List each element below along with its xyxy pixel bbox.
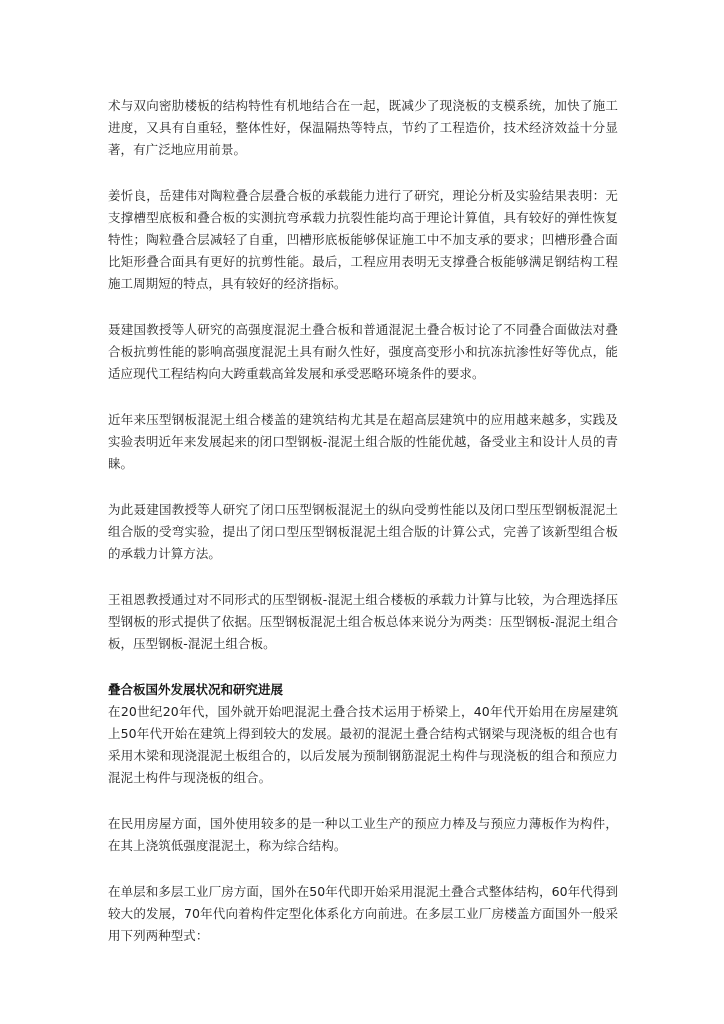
paragraph-closed-profile-deck-study: 为此聂建国教授等人研究了闭口压型钢板混泥土的纵向受剪性能以及闭口型压型钢板混泥土组合版的受弯实验，提出了闭口型压型钢板混泥土组合版的计算公式，完善了该新型组合板的承载力计算方法。 <box>108 502 618 561</box>
paragraph-high-strength-concrete-study: 聂建国教授等人研究的高强度混泥土叠合板和普通混泥土叠合板讨论了不同叠合面做法对叠合板抗剪性能的影响高强度混泥土具有耐久性好，强度高变形小和抗冻抗渗性好等优点，能适应现代工程结构向大跨重载高耸发展和承受恶略环境条件的要求。 <box>108 322 618 381</box>
document-page <box>108 95 618 971</box>
paragraph-civil-buildings: 在民用房屋方面，国外使用较多的是一种以工业生产的预应力棒及与预应力薄板作为构件，在其上浇筑低强度混泥土，称为综合结构。 <box>108 816 618 853</box>
paragraph-composite-slab-benefits: 术与双向密肋楼板的结构特性有机地结合在一起，既减少了现浇板的支模系统，加快了施工进度，又具有自重轻，整体性好，保温隔热等特点，节约了工程造价，技术经济效益十分显著，有广泛地应用前景。 <box>108 98 618 157</box>
paragraph-ceramsite-slab-study: 姜忻良，岳建伟对陶粒叠合层叠合板的承载能力进行了研究，理论分析及实验结果表明：无支撑槽型底板和叠合板的实测抗弯承载力抗裂性能均高于理论计算值，具有较好的弹性恢复特性；陶粒叠合层减轻了自重，凹槽形底板能够保证施工中不加支承的要求；凹槽形叠合面比矩形叠合面具有更好的抗剪性能。最后，工程应用表明无支撑叠合板能够满足钢结构工程施工周期短的特点，具有较好的经济指标。 <box>108 188 618 291</box>
paragraph-profiled-steel-deck-usage: 近年来压型钢板混泥土组合楼盖的建筑结构尤其是在超高层建筑中的应用越来越多，实践及实验表明近年来发展起来的闭口型钢板-混泥土组合版的性能优越，备受业主和设计人员的青睐。 <box>108 412 618 471</box>
paragraph-industrial-buildings: 在单层和多层工业厂房方面，国外在50年代即开始采用混泥土叠合式整体结构，60年代得到较大的发展，70年代向着构件定型化体系化方向前进。在多层工业厂房楼盖方面国外一般采用下列两种型式： <box>108 884 618 943</box>
paragraph-deck-form-comparison: 王祖恩教授通过对不同形式的压型钢板-混泥土组合楼板的承载力计算与比较，为合理选择压型钢板的形式提供了依据。压型钢板混泥土组合板总体来说分为两类：压型钢板-混泥土组合板，压型钢板-混泥土组合板。 <box>108 592 618 651</box>
paragraph-foreign-history: 在20世纪20年代，国外就开始吧混泥土叠合技术运用于桥梁上，40年代开始用在房屋建筑上50年代开始在建筑上得到较大的发展。最初的混泥土叠合结构式钢梁与现浇板的组合也有采用木梁和现浇混泥土板组合的，以后发展为预制钢筋混泥土构件与现浇板的组合和预应力混泥土构件与现浇板的组合。 <box>108 704 618 785</box>
section-heading: 叠合板国外发展状况和研究进展 <box>108 682 284 697</box>
